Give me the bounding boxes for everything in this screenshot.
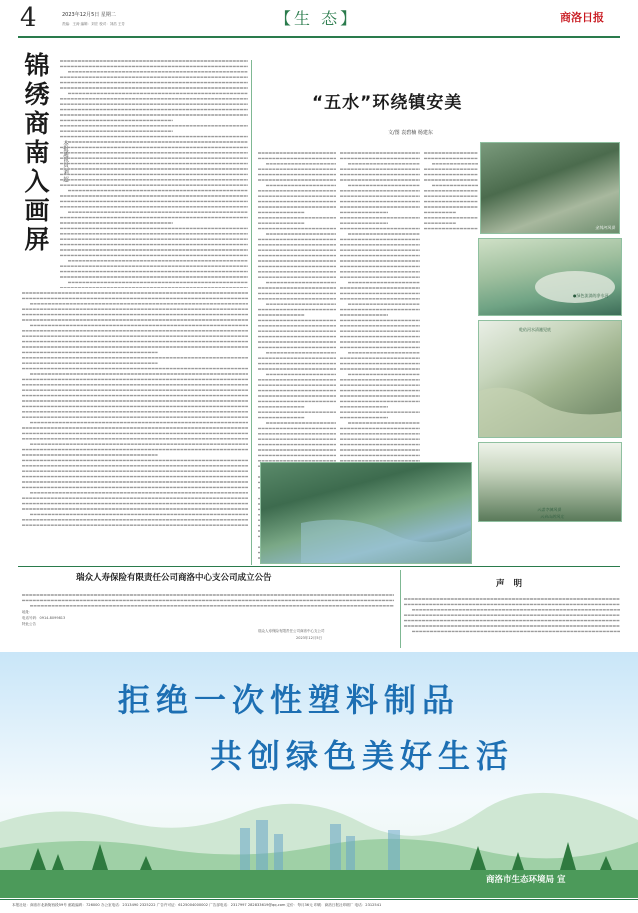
header-editors: 责编：王涛 编辑：刘宏 校对：刘浩 王芳 — [62, 22, 125, 26]
notice-signature-company: 瑞众人寿保险有限责任公司商洛中心支公司 — [258, 629, 325, 633]
photo-jingshui-river — [478, 238, 622, 316]
notice-phone-value: 0914-8099813 — [39, 616, 66, 620]
footer-info: 本报社址：商洛市北新街西段59号 邮政编码：726000 办公室电话：2313490 2325222 广告许可证：6125004000002 广告部电话：2317997 282833619@qq.com 定价：每月36元 印刷：商洛日报社印刷厂 电话：2312541 — [12, 903, 382, 907]
masthead-logo: 商洛日报 — [560, 11, 604, 24]
eco-banner — [0, 652, 638, 898]
photo-caption-3: 乾佑河水清澈见底 — [519, 327, 551, 332]
photo-yuntai-mountain — [260, 462, 472, 564]
section-title: 【生 态】 — [275, 9, 360, 28]
photo-jinqian-river — [480, 142, 620, 234]
notice-phone-label: 电话号码： — [22, 616, 40, 620]
page-header — [0, 0, 638, 40]
notice-phone-line — [22, 616, 65, 621]
photo-qianyou-river — [478, 320, 622, 438]
notice-closing: 特此公告 — [22, 622, 36, 626]
statement-body — [404, 596, 620, 636]
page-number: 4 — [20, 3, 37, 33]
main-article-headline: “五水”环绕镇安美 — [312, 93, 463, 113]
main-article-byline: 文/图 袁碧楠 杨建东 — [388, 130, 433, 136]
notice-address-label: 地址： — [22, 610, 33, 614]
banner-slogan-line2: 共创绿色美好生活 — [210, 737, 515, 775]
photo-caption-1: 金钱河风景 — [595, 225, 615, 230]
notice-body — [22, 592, 394, 608]
left-feature-byline: 本报通讯员 刘 超 — [62, 140, 68, 182]
notice-address-line — [22, 610, 33, 615]
banner-signature: 商洛市生态环境局 宣 — [486, 875, 566, 885]
photo-caption-4: 云盖寺镇风景 — [537, 507, 561, 512]
photo-caption-5: 云台山的风光 — [540, 514, 564, 519]
notice-title: 瑞众人寿保险有限责任公司商洛中心支公司成立公告 — [76, 573, 272, 583]
statement-title: 声 明 — [496, 579, 525, 589]
photo-caption-2: ●绿色流淌的净水河 — [573, 293, 609, 298]
main-article-col3 — [424, 150, 478, 230]
left-feature-headline: 锦绣商南入画屏 — [21, 52, 50, 255]
photo-yungaisi-town — [478, 442, 622, 522]
notice-signature-date: 2023年12月5日 — [296, 636, 323, 640]
header-date: 2023年12月5日 星期二 — [62, 12, 116, 18]
left-article-body — [60, 58, 248, 288]
left-article-body-lower — [22, 290, 248, 530]
banner-slogan-line1: 拒绝一次性塑料制品 — [118, 681, 461, 719]
